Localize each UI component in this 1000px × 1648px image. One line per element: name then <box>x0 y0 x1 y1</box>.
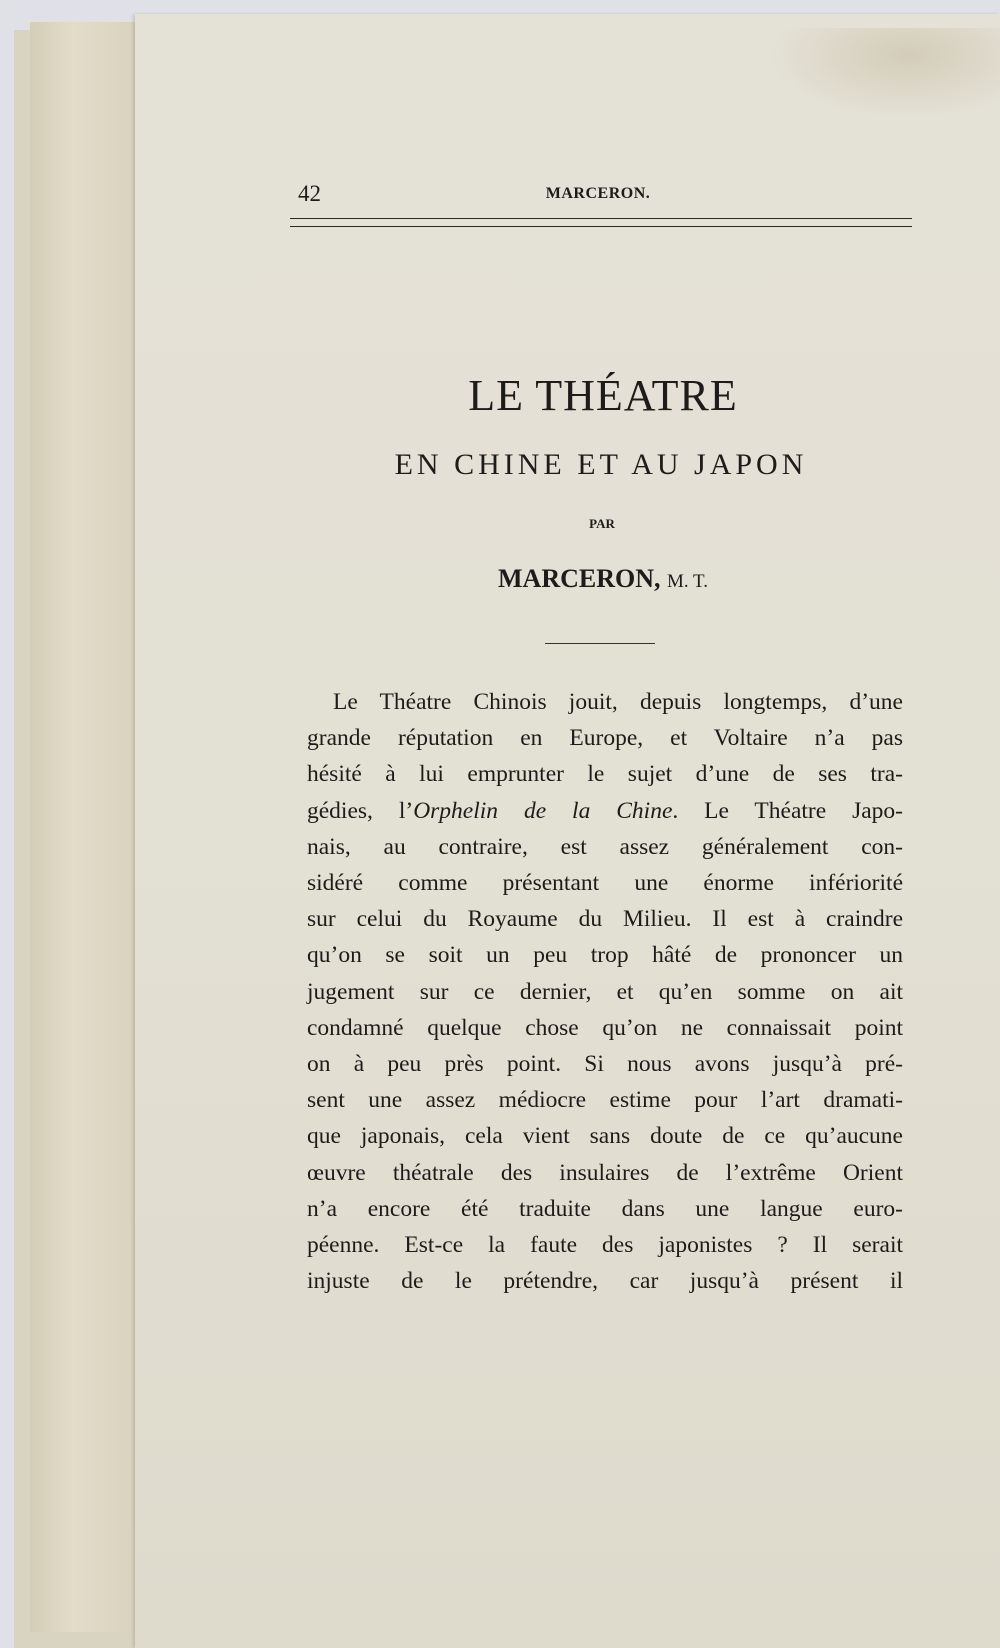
page-number: 42 <box>298 181 321 206</box>
text-line: sidéré comme présentant une énorme infériorité <box>307 870 903 896</box>
page-stain <box>770 28 1000 118</box>
section-rule <box>545 643 655 644</box>
text-line: injuste de le prétendre, car jusqu’à présent il <box>307 1268 903 1295</box>
author-name: MARCERON, <box>498 564 661 593</box>
text-segment: . Le Théatre Japo- <box>672 797 904 824</box>
book-title-italic: Orphelin de la Chine <box>413 797 673 824</box>
text-line: sur celui du Royaume du Milieu. Il est à craindre <box>307 906 903 933</box>
text-line: on à peu près point. Si nous avons jusqu’à pré- <box>307 1051 903 1077</box>
text-line: grande réputation en Europe, et Voltaire n’a pas <box>307 725 903 752</box>
text-line: Le Théatre Chinois jouit, depuis longtemps, d’une <box>333 689 903 715</box>
text-line: nais, au contraire, est assez généralement con- <box>307 833 903 860</box>
text-line: que japonais, cela vient sans doute de ce qu’aucune <box>307 1123 903 1150</box>
book-page <box>135 14 1000 1648</box>
text-line <box>307 797 903 825</box>
author-suffix: M. T. <box>667 571 708 592</box>
book-binding-edge <box>30 22 140 1632</box>
header-rule-thin <box>290 226 912 227</box>
text-line: hésité à lui emprunter le sujet d’une de ses tra- <box>307 761 903 788</box>
text-segment: gédies, l’ <box>307 797 414 824</box>
chapter-subtitle: EN CHINE ET AU JAPON <box>394 448 808 481</box>
byline-par: PAR <box>589 516 615 531</box>
author <box>0 564 1000 594</box>
text-line: qu’on se soit un peu trop hâté de prononcer un <box>307 942 903 969</box>
text-line: jugement sur ce dernier, et qu’en somme on ait <box>307 978 903 1005</box>
text-line: œuvre théatrale des insulaires de l’extrême Orient <box>307 1159 903 1186</box>
text-line: péenne. Est-ce la faute des japonistes ? Il serait <box>307 1232 903 1258</box>
chapter-title: LE THÉATRE <box>468 371 738 420</box>
header-rule <box>290 218 912 219</box>
running-head: MARCERON. <box>545 185 651 202</box>
text-line: condamné quelque chose qu’on ne connaissait point <box>307 1014 903 1041</box>
text-line: n’a encore été traduite dans une langue euro- <box>307 1195 903 1222</box>
text-line: sent une assez médiocre estime pour l’art dramati- <box>307 1087 903 1114</box>
